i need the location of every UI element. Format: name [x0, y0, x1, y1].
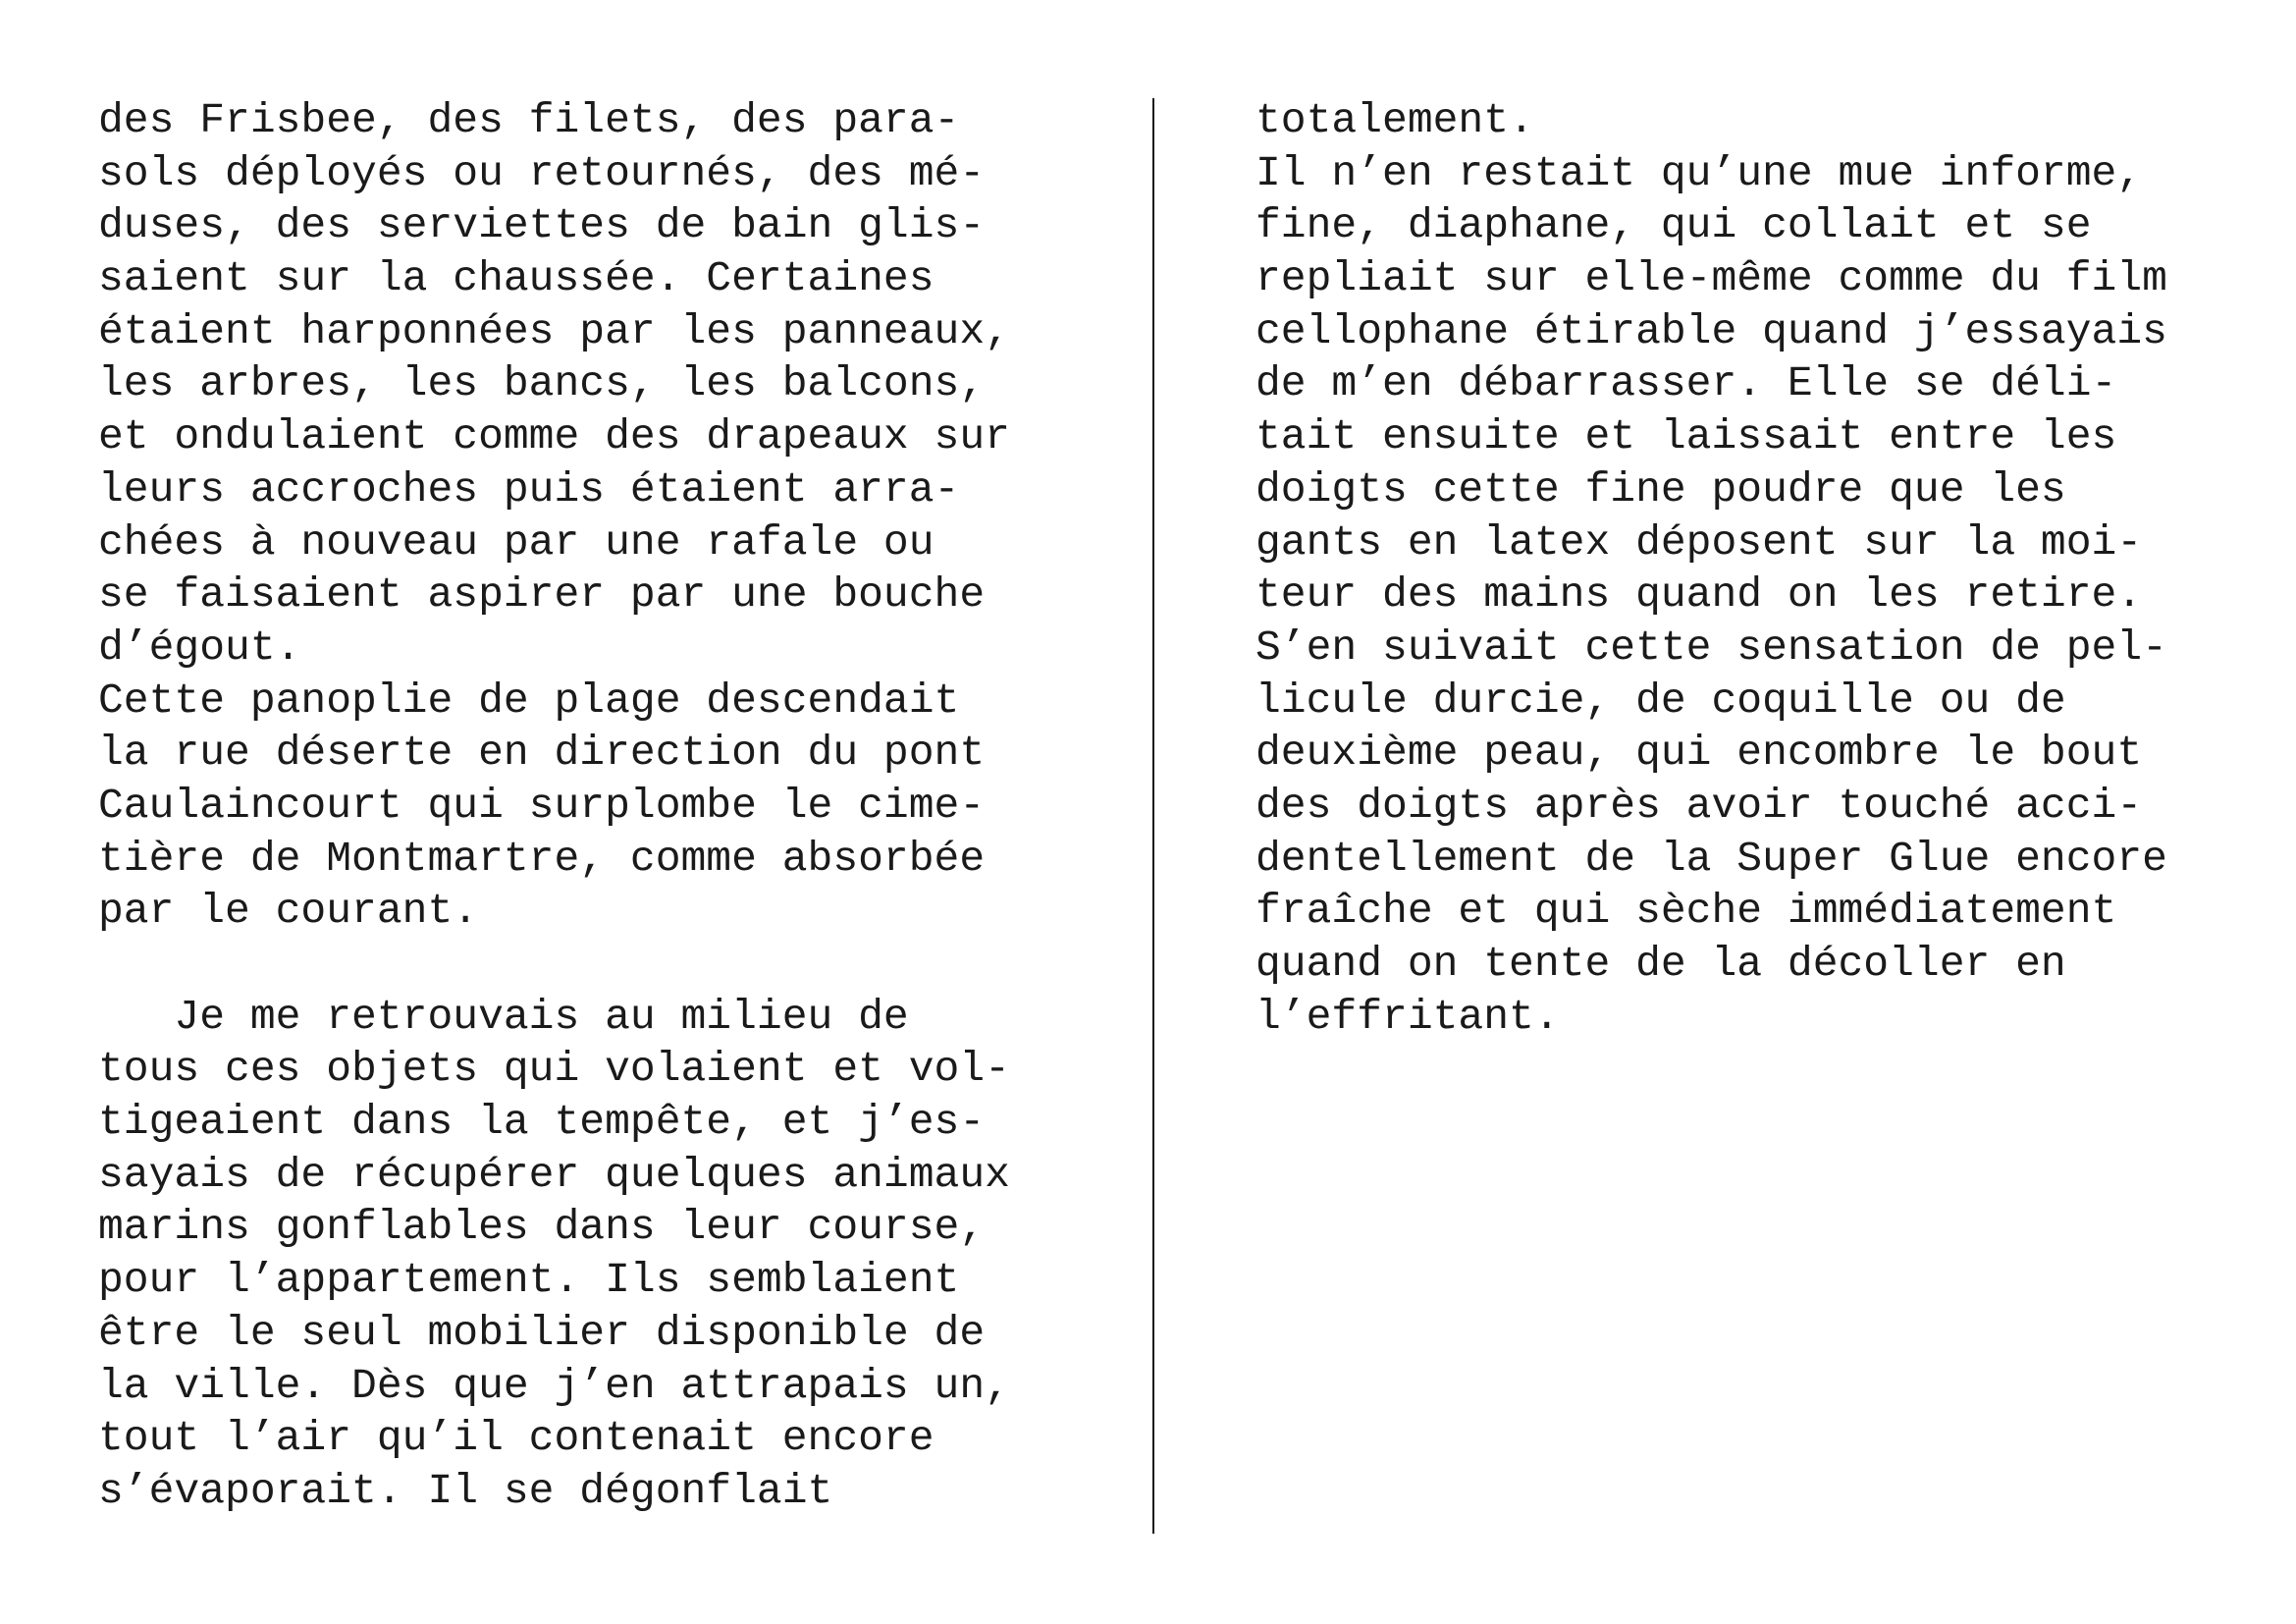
text-line: fine, diaphane, qui collait et se — [1255, 201, 2092, 250]
text-line: cellophane étirable quand j’essayais — [1255, 306, 2167, 355]
text-line: duses, des serviettes de bain glis- — [98, 201, 986, 250]
text-line: sayais de récupérer quelques animaux — [98, 1150, 1010, 1199]
text-line: teur des mains quand on les retire. — [1255, 570, 2143, 620]
text-line: tière de Montmartre, comme absorbée — [98, 834, 986, 883]
text-line: dentellement de la Super Glue encore — [1255, 834, 2167, 883]
text-line: Je me retrouvais au milieu de — [98, 992, 909, 1041]
text-line: d’égout. — [98, 623, 301, 672]
text-line: sols déployés ou retournés, des mé- — [98, 148, 986, 197]
text-line: quand on tente de la décoller en — [1255, 940, 2066, 988]
text-line: saient sur la chaussée. Certaines — [98, 254, 934, 303]
text-line: S’en suivait cette sensation de pel- — [1255, 623, 2167, 672]
right-page-text — [1255, 94, 2167, 1043]
left-page-text — [98, 94, 1010, 1518]
text-line: de m’en débarrasser. Elle se déli- — [1255, 359, 2117, 408]
text-line: tait ensuite et laissait entre les — [1255, 412, 2117, 461]
text-line: gants en latex déposent sur la moi- — [1255, 517, 2143, 567]
text-line: des Frisbee, des filets, des para- — [98, 96, 960, 144]
text-line: totalement. — [1255, 96, 1534, 144]
text-line: licule durcie, de coquille ou de — [1255, 676, 2066, 725]
text-line: s’évaporait. Il se dégonflait — [98, 1466, 833, 1515]
text-line — [98, 938, 1010, 991]
text-line: tous ces objets qui volaient et vol- — [98, 1045, 1010, 1094]
text-line: leurs accroches puis étaient arra- — [98, 464, 960, 514]
text-line: pour l’appartement. Ils semblaient — [98, 1256, 960, 1305]
text-line: marins gonflables dans leur course, — [98, 1203, 986, 1252]
text-line: étaient harponnées par les panneaux, — [98, 306, 1010, 355]
text-line: fraîche et qui sèche immédiatement — [1255, 887, 2117, 936]
text-line: repliait sur elle-même comme du film — [1255, 254, 2167, 303]
page-gutter-divider — [1152, 98, 1154, 1534]
text-line: l’effritant. — [1255, 992, 1560, 1041]
text-line: tout l’air qu’il contenait encore — [98, 1414, 934, 1463]
text-line: deuxième peau, qui encombre le bout — [1255, 729, 2143, 778]
text-line: par le courant. — [98, 887, 479, 936]
text-line: Cette panoplie de plage descendait — [98, 676, 960, 725]
text-line: Caulaincourt qui surplombe le cime- — [98, 781, 986, 830]
text-line: tigeaient dans la tempête, et j’es- — [98, 1098, 986, 1147]
text-line: la ville. Dès que j’en attrapais un, — [98, 1361, 1010, 1410]
text-line: et ondulaient comme des drapeaux sur — [98, 412, 1010, 461]
text-line: chées à nouveau par une rafale ou — [98, 517, 934, 567]
text-line: la rue déserte en direction du pont — [98, 729, 986, 778]
text-line: se faisaient aspirer par une bouche — [98, 570, 986, 620]
text-line: être le seul mobilier disponible de — [98, 1308, 986, 1357]
text-line: des doigts après avoir touché acci- — [1255, 781, 2143, 830]
text-line: les arbres, les bancs, les balcons, — [98, 359, 986, 408]
text-line: doigts cette fine poudre que les — [1255, 464, 2066, 514]
text-line: Il n’en restait qu’une mue informe, — [1255, 148, 2143, 197]
